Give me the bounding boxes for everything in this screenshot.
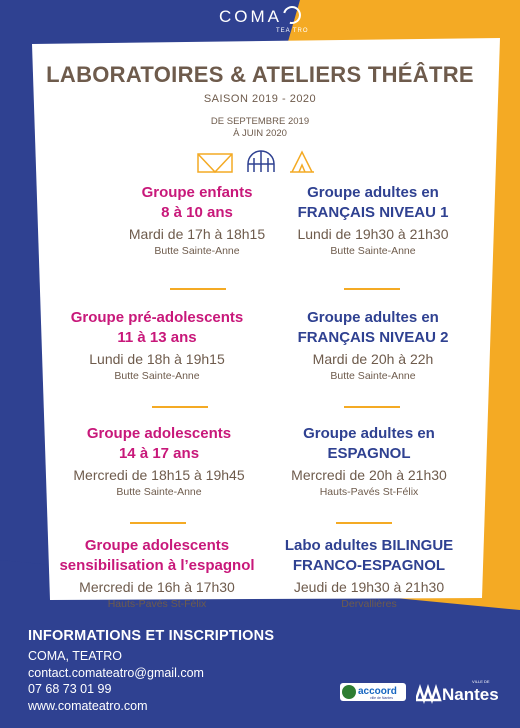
group-title: Groupe enfants <box>141 184 253 201</box>
group-schedule: Mardi de 17h à 18h15 <box>128 226 266 242</box>
group-schedule: Jeudi de 19h30 à 21h30 <box>293 579 445 595</box>
group-subtitle: 11 à 13 ans <box>117 329 197 346</box>
info-heading: INFORMATIONS ET INSCRIPTIONS <box>28 628 275 644</box>
group-adultes-francais-1 <box>258 183 488 258</box>
logo-sub: TEA TRO <box>276 28 309 34</box>
group-subtitle: ESPAGNOL <box>327 445 411 462</box>
accoord-sub: ville de Nantes <box>370 696 393 700</box>
group-schedule: Mercredi de 16h à 17h30 <box>79 579 235 595</box>
group-schedule: Mercredi de 18h15 à 19h45 <box>73 467 245 483</box>
separator <box>170 288 226 290</box>
separator <box>336 522 392 524</box>
group-subtitle: 8 à 10 ans <box>161 204 233 221</box>
page-title: LABORATOIRES & ATELIERS THÉÂTRE <box>46 62 474 87</box>
group-place: Hauts-Pavés St-Félix <box>107 598 207 610</box>
group-subtitle: FRANCO-ESPAGNOL <box>292 557 446 574</box>
globe-icon <box>342 685 356 699</box>
group-subtitle: FRANÇAIS NIVEAU 2 <box>297 329 449 346</box>
group-title: Labo adultes BILINGUE <box>284 537 454 554</box>
accoord-logo <box>340 683 406 701</box>
email-link[interactable]: contact.comateatro@gmail.com <box>28 665 204 680</box>
contact-info <box>28 628 274 714</box>
group-title: Groupe pré-adolescents <box>70 309 244 326</box>
group-adultes-francais-2 <box>258 308 488 383</box>
group-place: Butte Sainte-Anne <box>154 245 240 257</box>
season: SAISON 2019 - 2020 <box>203 93 317 105</box>
group-pre-adolescents <box>42 308 272 383</box>
group-subtitle: FRANÇAIS NIVEAU 1 <box>297 204 449 221</box>
stage-curtain-icon <box>198 154 232 172</box>
tent-icon <box>290 152 314 172</box>
nantes-text: Nantes <box>442 685 499 704</box>
dome-icon <box>248 151 274 172</box>
group-place: Dervallières <box>341 598 397 610</box>
group-place: Butte Sainte-Anne <box>114 370 200 382</box>
dates-line-2: À JUIN 2020 <box>233 128 287 139</box>
org-name: COMA, TEATRO <box>28 649 122 663</box>
accoord-text: accoord <box>358 686 397 697</box>
theatre-icons <box>196 148 326 174</box>
group-place: Butte Sainte-Anne <box>330 245 416 257</box>
dates-line-1: DE SEPTEMBRE 2019 <box>210 116 310 127</box>
group-schedule: Lundi de 19h30 à 21h30 <box>297 226 449 242</box>
ville-de-text: VILLE DE <box>472 679 490 684</box>
coma-logo <box>0 6 520 34</box>
group-labo-bilingue <box>254 536 484 611</box>
separator <box>344 288 400 290</box>
nantes-mark-icon <box>416 688 440 700</box>
phone-number[interactable]: 07 68 73 01 99 <box>28 682 112 696</box>
group-title: Groupe adolescents <box>86 425 232 442</box>
group-title: Groupe adultes en <box>303 425 435 442</box>
group-place: Butte Sainte-Anne <box>330 370 416 382</box>
website-link[interactable]: www.comateatro.com <box>28 698 148 713</box>
moon-icon <box>280 3 305 28</box>
group-schedule: Mercredi de 20h à 21h30 <box>291 467 447 483</box>
group-schedule: Mardi de 20h à 22h <box>312 351 434 367</box>
group-adolescents <box>44 424 274 499</box>
group-adultes-espagnol <box>254 424 484 499</box>
group-adolescents-espagnol <box>42 536 272 611</box>
group-place: Hauts-Pavés St-Félix <box>319 486 419 498</box>
separator <box>130 522 186 524</box>
group-title: Groupe adolescents <box>84 537 230 554</box>
group-subtitle: 14 à 17 ans <box>118 445 200 462</box>
group-schedule: Lundi de 18h à 19h15 <box>89 351 225 367</box>
group-title: Groupe adultes en <box>307 309 439 326</box>
group-subtitle: sensibilisation à l’espagnol <box>59 557 255 574</box>
nantes-logo <box>416 676 500 704</box>
group-place: Butte Sainte-Anne <box>116 486 202 498</box>
date-range <box>0 116 520 140</box>
logo-name: COMA <box>219 7 282 26</box>
group-title: Groupe adultes en <box>307 184 439 201</box>
separator <box>152 406 208 408</box>
separator <box>344 406 400 408</box>
